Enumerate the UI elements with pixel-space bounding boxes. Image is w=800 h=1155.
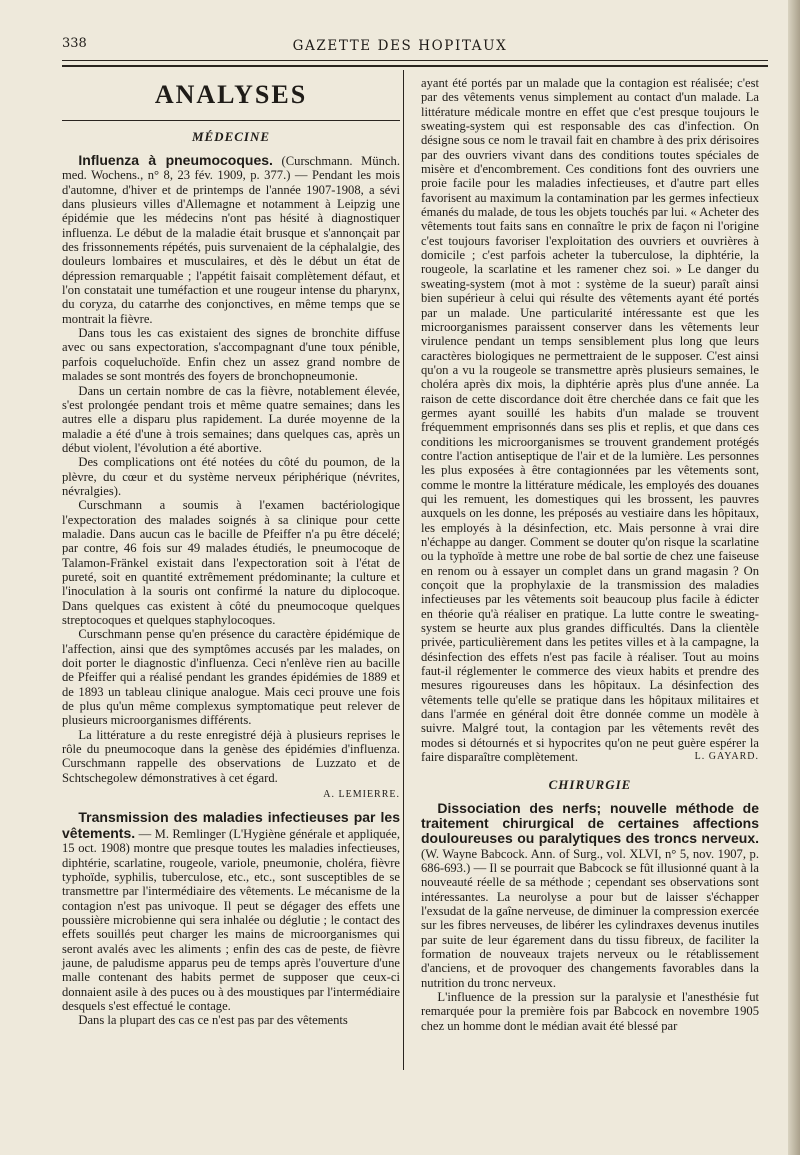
header-rule-top — [62, 60, 768, 61]
article-transmission — [62, 810, 400, 1027]
transmission-paragraph-1: montre que presque toutes les maladies infectieuses, diphtérie, scarlatine, rougeole, variole, pneumonie, choléra, fièvre typhoïde, syphilis, tuberculose, etc., etc., sont susceptibles de se transmettre par l'intermédiaire des vêtements. Le mécanisme de la contagion n'est pas univoque. Il peut se dégager des effets une poussière microbienne qui sera inhalée ou déglutie ; le contact des effets souillés peut charger les mains de microorganismes qui seront avalés avec les aliments ; enfin des cas de peste, de fièvre jaune, de paludisme apparus peu de temps après l'ouverture d'une malle contenant des habits permet de supposer que ceux-ci donnaient asile à des puces ou à des moustiques par l'intermédiaire desquels s'est effectué le contage. — [62, 841, 400, 1013]
left-column — [62, 74, 400, 1028]
dissociation-lead-paragraph — [421, 801, 759, 990]
influenza-paragraph-7: La littérature a du reste enregistré déjà à plusieurs reprises le rôle du pneumocoque dans la genèse des épidémies d'influenza. Curschmann rappelle des observations de Luzzato et de Schtschegolew démonstratives à cet égard. — [62, 727, 400, 785]
influenza-citation: (Curschmann. Münch. med. Wochens., n° 8, 23 fév. 1909, p. 377.) — — [62, 154, 400, 183]
influenza-paragraph-2: Dans tous les cas existaient des signes de bronchite diffuse avec ou sans expectoration, s'accompagnant d'une toux pénible, parfois coqueluchoïde. Enfin chez un assez grand nombre de malades se sont montrés des foyers de bronchopneumonie. — [62, 326, 400, 384]
influenza-heading: Influenza à pneumocoques. — [78, 152, 273, 168]
article-dissociation — [421, 801, 759, 1034]
right-column — [421, 76, 759, 1033]
influenza-paragraph-6: Curschmann pense qu'en présence du caractère épidémique de l'affection, ainsi que des symptômes accusés par les malades, on doit porter le diagnostic d'influenza. Ceci n'enlève rien au bacille de Pfeiffer qui a réalisé pendant les grandes épidémies de 1889 et de 1893 un tableau clinique analogue. Mais ceci prouve une fois de plus qu'un même complexus symptomatique peut relever de plusieurs microorganismes différents. — [62, 627, 400, 728]
section-spacer — [421, 765, 759, 773]
influenza-signature: A. LEMIERRE. — [323, 789, 400, 801]
transmission-paragraph-2: Dans la plupart des cas ce n'est pas par des vêtements — [78, 1013, 348, 1028]
transmission-heading: Transmission des maladies infectieuses par les vêtements. — [62, 809, 400, 841]
dissociation-citation: (W. Wayne Babcock. Ann. of Surg., vol. XLVI, n° 5, nov. 1907, p. 686-693.) — — [421, 846, 759, 875]
rubric-medecine: MÉDECINE — [191, 129, 271, 144]
header-rule-bottom — [62, 65, 768, 67]
dissociation-paragraph-1: Il se pourrait que Babcock se fût illusionné quant à la nouveauté réelle de sa méthode ; cependant ses observations sont intéressantes. La neurolyse a pour but de laisser s'échapper l'exsudat de la gaîne nerveuse, de diminuer la compression exercée sur les fibres nerveuses, de libérer les cylindraxes devenus inutiles par suite de leur égarement dans du tissu fibreux, de faciliter la formation de nouveaux trajets nerveux ou le rétablissement d'anciens, et de provoquer des changements favorables dans la nutrition du tronc nerveux. — [421, 860, 759, 990]
influenza-paragraph-4: Des complications ont été notées du côté du poumon, de la plèvre, du cœur et du système nerveux périphérique (névrites, névralgies). — [62, 455, 400, 498]
page-number: 338 — [62, 36, 87, 51]
column-divider — [403, 70, 404, 1070]
transmission-lead-paragraph — [62, 810, 400, 1013]
section-title-rule — [62, 120, 400, 121]
page-edge — [788, 0, 800, 1155]
article-transmission-continued — [421, 76, 759, 765]
dissociation-heading: Dissociation des nerfs; nouvelle méthode de traitement chirurgical de certaines affections douloureuses ou paralytiques des troncs nerveux. — [421, 799, 759, 847]
influenza-paragraph-5: Curschmann a soumis à l'examen bactériologique l'expectoration des malades soignés à sa clinique pour cette maladie. Dans aucun cas le bacille de Pfeiffer n'a pu être décelé; par contre, 46 fois sur 49 malades étudiés, le pneumocoque de Talamon-Fränkel existait dans l'expectoration soit à l'état de pureté, soit en quantité extrêmement prédominante; la culture et l'inoculation à la souris ont confirmé la nature du diplocoque. Dans quelques cas existent à côté du pneumocoque quelques streptocoques et quelques staphylocoques. — [62, 498, 400, 627]
transmission-continuation-paragraph — [421, 76, 759, 765]
influenza-lead-paragraph — [62, 153, 400, 326]
article-influenza — [62, 153, 400, 802]
dissociation-paragraph-2: L'influence de la pression sur la paralysie et l'anesthésie fut remarquée pour la première fois par Babcock en novembre 1905 chez un homme dont le médian avait été blessé par — [421, 989, 759, 1033]
section-title: ANALYSES — [154, 80, 308, 109]
transmission-citation: — M. Remlinger (L'Hygiène générale et appliquée, 15 oct. 1908) — [62, 826, 400, 856]
influenza-paragraph-3: Dans un certain nombre de cas la fièvre, notablement élevée, s'est prolongée pendant trois et même quatre semaines; dans les autres elle a disparu plus rapidement. La durée moyenne de la maladie a été d'une à trois semaines; dans quelques cas, après un début violent, l'évolution a été abortive. — [62, 383, 400, 455]
transmission-signature: L. GAYARD. — [694, 751, 759, 763]
rubric-chirurgie: CHIRURGIE — [548, 776, 632, 792]
influenza-paragraph-1: Pendant les mois d'automne, d'hiver et de printemps de l'année 1907-1908, a sévi dans plusieurs villes d'Allemagne et notamment à Leipzig une épidémie que les médecins n'ont pas hésité à diagnostiquer influenza. Le début de la maladie était brusque et s'annonçait par des frissonnements répétés, puis survenaient de la céphalalgie, des douleurs lombaires et musculaires, et dès le début un état de dépression remarquable ; l'appétit faisait complètement défaut, et l'on constatait une tuméfaction et une rougeur intense du pharynx, du coryza, du catarrhe des conjonctives, en même temps que se montrait la fièvre. — [62, 168, 401, 326]
transmission-continuation-text: ayant été portés par un malade que la contagion est réalisée; c'est par des vêtements venus simplement au contact d'un malade. La littérature médicale montre en effet que c'est presque toujours le sweating-system qui est responsable des cas d'infection. On désigne sous ce nom le travail fait en chambre à des prix dérisoires par des ouvriers vivant dans des conditions toutes spéciales de misère et d'encombrement. Ces conditions font des ouvriers une proie facile pour les maladies infectieuses, et d'autre part elles favorisent au maximum la contamination par les germes infectieux émanés du malade, de tous les objets touchés par lui. « Acheter des vêtements tout faits sans en connaître le prix de façon ni l'origine c'est toujours favoriser l'exploitation des ouvriers et ouvrières à domicile ; c'est parfois acheter la tuberculose, la diphtérie, la rougeole, la scarlatine et les ramener chez soi. » Le danger du sweating-system (mot à mot : système de la sueur) paraît ainsi bien supérieur à celui qui résulte des vêtements ayant été portés par un malade. Une particularité intéressante est que les microorganismes paraissent conserver dans les vêtements leur virulence pendant un temps sensiblement plus long que leurs caractères biologiques ne permettraient de le supposer. C'est ainsi qu'on a vu la rougeole se transmettre après plusieurs semaines, le choléra après dix mois, la diphtérie après plus d'une année. La raison de cette discordance doit être cherchée dans ce fait que les germes ayant souillé les habits d'un malade se trouvent fréquemment emprisonnés dans ses plis et replis, et que dans ces conditions les microorganismes se trouvent grandement protégés contre l'action antiseptique de l'air et de la lumière. Les personnes les plus exposées à être contagionnées par les vêtements sont, comme le montre la littérature médicale, les employés des douanes qui les remuent, les domestiques qui les brossent, les pauvres auxquels on les donne, les préposés au vestiaire dans les hôpitaux, les employés à la désinfection, etc. Mais personne à vrai dire n'échappe au danger. Comment se douter qu'on risque la scarlatine ou la typhoïde à mettre une robe de bal sortie de chez une faiseuse en renom ou à essayer un complet dans un grand magasin ? On conçoit que la prophylaxie de la transmission des maladies infectieuses par les vêtements soit beaucoup plus facile à édicter en théorie qu'à réaliser en pratique. La lutte contre le sweating-system se heurte aux plus grandes difficultés. Dans la clientèle privée, particulièrement dans les petites villes et à la campagne, la désinfection des effets n'est pas facile à réaliser. Tout au moins faut-il réglementer le commerce des vieux habits et prendre des mesures rigoureuses dans les hôpitaux. La désinfection des vêtements telle qu'elle se pratique dans les hôpitaux militaires et dans l'armée en général doit être donnée comme un modèle à suivre. Malgré tout, la contagion par les vêtements revêt des modes si détournés et si hypocrites qu'on ne peut guère espérer la faire disparaître complètement. — [421, 76, 759, 765]
running-head: GAZETTE DES HOPITAUX — [292, 38, 508, 54]
